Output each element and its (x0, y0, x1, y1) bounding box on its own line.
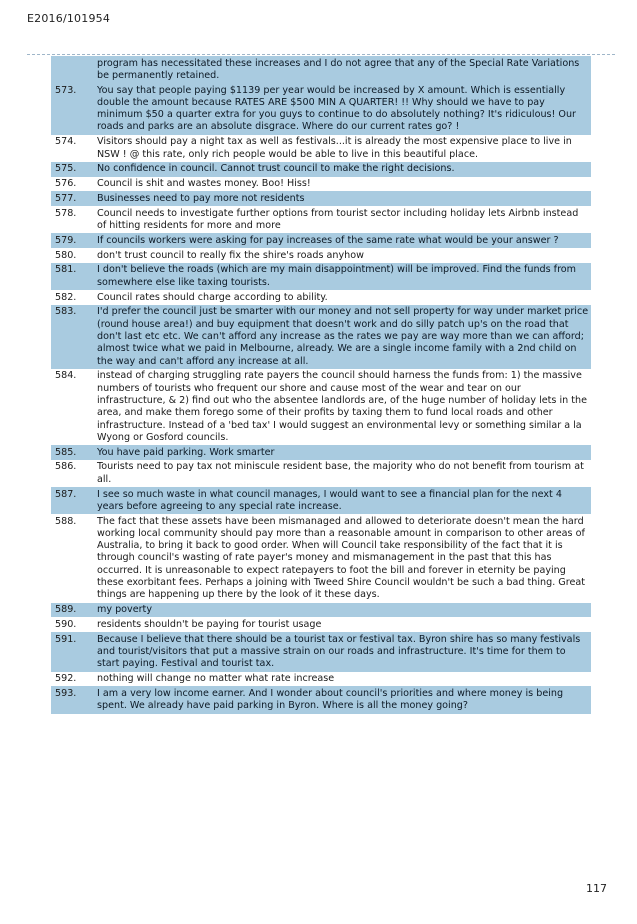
response-text: I am a very low income earner. And I wonder about council's priorities and where money is being spent. We already have paid parking in Byron. Where is all the money going? (97, 687, 564, 712)
response-text: I'd prefer the council just be smarter with our money and not sell property for way under market price (round house area!) and buy equipment that doesn't work and do silly patch up's on the road that don't last etc etc. We can't afford any increase as the rates we pay are way more than we can afford; almost twice what we paid in Melbourne, already. We are a single income family with a 2nd child on the way and can't afford any increase at all. (97, 306, 589, 367)
response-number: 585. (55, 446, 77, 458)
response-row (51, 487, 591, 514)
response-row (51, 233, 591, 248)
response-text: Because I believe that there should be a tourist tax or festival tax. Byron shire has so many festivals and tourist/visitors that put a massive strain on our roads and infrastructure. It's time for them to start paying. Festival and tourist tax. (97, 633, 581, 670)
response-row (51, 632, 591, 671)
response-row (51, 206, 591, 233)
response-row (51, 369, 591, 445)
response-text: my poverty (97, 604, 152, 616)
response-text: If councils workers were asking for pay increases of the same rate what would be your answer ? (97, 234, 559, 246)
response-number: 580. (55, 249, 77, 261)
response-row (51, 248, 591, 263)
response-text: I see so much waste in what council manages, I would want to see a financial plan for the next 4 years before agreeing to any special rate increase. (97, 488, 562, 512)
response-number: 574. (55, 136, 77, 148)
response-row (51, 162, 591, 177)
response-text: You have paid parking. Work smarter (97, 446, 275, 458)
response-number: 590. (55, 618, 77, 630)
response-text: No confidence in council. Cannot trust council to make the right decisions. (97, 163, 455, 175)
response-row (51, 56, 591, 83)
response-row (51, 686, 591, 713)
response-number: 573. (55, 84, 77, 96)
response-row (51, 135, 591, 162)
response-number: 578. (55, 207, 77, 219)
response-number: 582. (55, 291, 77, 303)
document-id: E2016/101954 (27, 12, 111, 25)
response-number: 579. (55, 234, 77, 246)
response-number: 586. (55, 461, 77, 473)
response-row (51, 305, 591, 369)
response-list (51, 56, 591, 714)
response-number: 575. (55, 163, 77, 175)
response-number: 592. (55, 673, 77, 685)
header-divider (27, 54, 615, 55)
response-text: Businesses need to pay more not residents (97, 192, 305, 204)
response-row (51, 603, 591, 618)
response-text: Council rates should charge according to ability. (97, 291, 328, 303)
response-row (51, 617, 591, 632)
response-row (51, 514, 591, 603)
response-text: program has necessitated these increases and I do not agree that any of the Special Rate Variations be permanently retained. (97, 57, 580, 81)
response-number: 593. (55, 687, 77, 699)
response-text: Council is shit and wastes money. Boo! Hiss! (97, 178, 311, 190)
response-row (51, 460, 591, 487)
response-row (51, 177, 591, 192)
response-text: don't trust council to really fix the shire's roads anyhow (97, 249, 364, 261)
response-text: nothing will change no matter what rate increase (97, 673, 335, 685)
page-number: 117 (586, 882, 607, 895)
response-row (51, 445, 591, 460)
response-text: instead of charging struggling rate payers the council should harness the funds from: 1) the massive numbers of tourists who frequent our shore and cause most of the wear and tear on our infrastructure, & 2) find out who the absentee landlords are, of the huge number of holiday lets in the area, and make them forego some of their profits by taxing them to fund local roads and other infrastructure. Instead of a 'bed tax' I would suggest an environmental levy or something similar a la Wyong or Gosford councils. (97, 370, 587, 443)
response-text: You say that people paying $1139 per year would be increased by X amount. Which is essentially double the amount because RATES ARE $500 MIN A QUARTER! !! Why should we have to pay minimum $50 a quarter extra for you guys to continue to do absolutely nothing? It's ridiculous! Our roads and parks are an absolute disgrace. Where do our current rates go? ! (97, 84, 577, 133)
response-number: 576. (55, 178, 77, 190)
response-number: 584. (55, 370, 77, 382)
response-text: The fact that these assets have been mismanaged and allowed to deteriorate doesn't mean the hard working local community should pay more than a reasonable amount in comparison to other areas of Australia, to bring it back to good order. When will Council take responsibility of the fact that it is through council's wasting of rate payer's money and mismanagement in the past that this has occurred. It is unreasonable to expect ratepayers to foot the bill and forever in eternity be paying these exorbitant fees. Perhaps a joining with Tweed Shire Council wouldn't be such a bad thing. Great things are happening up there by the look of it these days. (97, 515, 586, 601)
response-number: 577. (55, 192, 77, 204)
response-row (51, 672, 591, 687)
response-text: I don't believe the roads (which are my main disappointment) will be improved. Find the funds from somewhere else like taxing tourists. (97, 264, 577, 288)
response-text: Council needs to investigate further options from tourist sector including holiday lets Airbnb instead of hitting residents for more and more (97, 207, 579, 232)
response-text: residents shouldn't be paying for tourist usage (97, 618, 322, 630)
response-text: Visitors should pay a night tax as well as festivals...it is already the most expensive place to live in NSW ! @ this rate, only rich people would be able to live in this beautiful place. (97, 136, 572, 160)
response-row (51, 191, 591, 206)
response-number: 591. (55, 633, 77, 645)
response-row (51, 83, 591, 135)
response-number: 581. (55, 264, 77, 276)
response-number: 588. (55, 515, 77, 527)
response-number: 589. (55, 604, 77, 616)
response-row (51, 290, 591, 305)
response-row (51, 263, 591, 290)
response-number: 587. (55, 488, 77, 500)
response-number: 583. (55, 306, 77, 318)
response-text: Tourists need to pay tax not miniscule resident base, the majority who do not benefit from tourism at all. (97, 461, 584, 485)
